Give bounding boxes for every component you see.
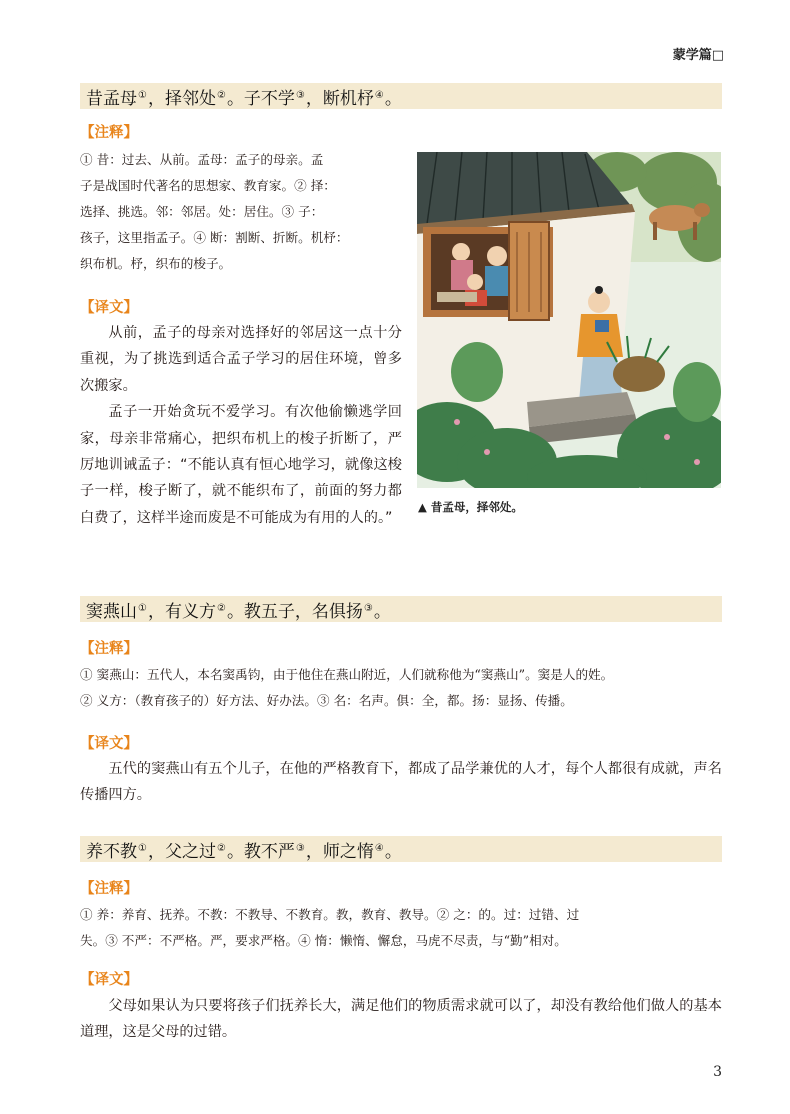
translation-label: 【译文】: [80, 736, 138, 752]
notes-text: ① 养：养育、抚养。不教：不教导、不教育。教，教育、教导。② 之：的。过：过错、过 失。③ 不严：不严格。严，要求严格。④ 惰：懒惰、懈怠，马虎不尽责，与“勤”相对。: [80, 907, 580, 948]
page-number: 3: [713, 1064, 722, 1080]
verse-title: 养不教①，父之过②。教不严③，师之惰④。: [80, 836, 722, 862]
translation-label: 【译文】: [80, 300, 138, 316]
illustration-caption: ▲ 昔孟母，择邻处。: [418, 500, 523, 514]
notes-text: ① 昔：过去、从前。孟母：孟子的母亲。孟 子是战国时代著名的思想家、教育家。② 择： 选择、挑选。邻：邻居。处：居住。③ 子： 孩子，这里指孟子。④ 断：割断、折断。机杼： 织布机。杼，织布的梭子。: [80, 152, 349, 271]
translation-text: 五代的窦燕山有五个儿子，在他的严格教育下，都成了品学兼优的人才，每个人都很有成就，声名传播四方。: [80, 761, 722, 804]
notes-label: 【注释】: [80, 125, 138, 141]
translation-label: 【译文】: [80, 972, 138, 988]
translation-text: 父母如果认为只要将孩子们抚养长大，满足他们的物质需求就可以了，却没有教给他们做人的基本道理，这是父母的过错。: [80, 998, 722, 1041]
verse-title: 昔孟母①，择邻处②。子不学③，断机杼④。: [80, 83, 722, 109]
translation-text: 从前，孟子的母亲对选择好的邻居这一点十分重视，为了挑选到适合孟子学习的居住环境，曾多次搬家。 孟子一开始贪玩不爱学习。有次他偷懒逃学回家，母亲非常痛心，把织布机上的梭子折断了，严厉地训诫孟子：“不能认真有恒心地学习，就像这梭子一样，梭子断了，就不能织布了，前面的努力都白费了，这样半途而废是不可能成为有用的人的。”: [80, 325, 402, 526]
notes-label: 【注释】: [80, 881, 138, 897]
verse-title: 窦燕山①，有义方②。教五子，名俱扬③。: [80, 596, 722, 622]
notes-label: 【注释】: [80, 641, 138, 657]
illustration: [417, 152, 721, 488]
notes-text: ① 窦燕山：五代人，本名窦禹钧，由于他住在燕山附近，人们就称他为“窦燕山”。窦是人的姓。 ② 义方：（教育孩子的）好方法、好办法。③ 名：名声。俱：全，都。扬：显扬、传播。: [80, 667, 614, 708]
header-section-label: 蒙学篇□: [672, 48, 724, 63]
